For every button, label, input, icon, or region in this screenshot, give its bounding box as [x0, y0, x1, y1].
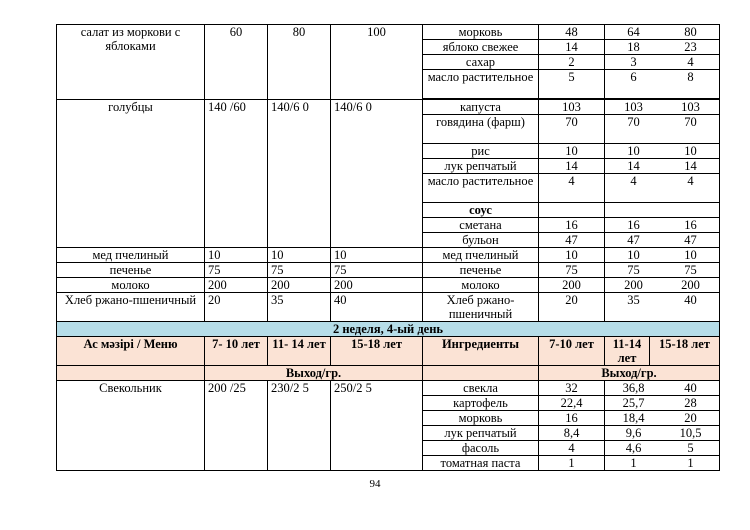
yield-header: Выход/гр.	[539, 366, 720, 381]
table-row	[57, 381, 720, 396]
yield-7-10: 140 /60	[205, 100, 268, 248]
yield-15-18: 100	[331, 25, 423, 100]
yield-15-18: 10	[331, 248, 423, 263]
amount-7-10: 70	[539, 115, 605, 144]
amount-7-10: 47	[539, 233, 605, 248]
amount-11-14: 4,6	[625, 441, 642, 455]
ingredient-name: масло растительное	[423, 174, 539, 203]
yield-11-14: 230/2 5	[268, 381, 331, 471]
yield-7-10: 20	[205, 293, 268, 322]
amount-7-10: 10	[539, 248, 605, 263]
amount-15-18: 103	[681, 100, 700, 114]
ingredient-name: яблоко свежее	[423, 40, 539, 55]
yield-15-18: 250/2 5	[331, 381, 423, 471]
yield-11-14: 35	[268, 293, 331, 322]
table-row	[57, 263, 720, 278]
amount-7-10: 22,4	[539, 396, 605, 411]
amount-11-14: 10	[627, 144, 640, 158]
amount-15-18: 40	[684, 381, 697, 395]
ingredient-name: свекла	[423, 381, 539, 396]
table-row	[57, 322, 720, 337]
yield-7-10: 75	[205, 263, 268, 278]
ingredient-name: масло растительное	[423, 70, 539, 99]
ingredient-name: Хлеб ржано-пшеничный	[423, 293, 539, 322]
amount-7-10: 4	[539, 441, 605, 456]
ingredient-age-header-7-10: 7-10 лет	[539, 337, 605, 366]
day-band: 2 неделя, 4-ый день	[57, 322, 720, 337]
amount-11-14: 14	[627, 159, 640, 173]
yield-11-14: 75	[268, 263, 331, 278]
amount-15-18: 20	[684, 411, 697, 425]
amount-11-14: 18	[627, 40, 640, 54]
yield-7-10: 60	[205, 25, 268, 100]
amount-11-14: 9,6	[625, 426, 642, 440]
amount-15-18: 47	[684, 233, 697, 247]
sauce-label: соус	[423, 203, 539, 218]
amount-11-14: 75	[627, 263, 640, 277]
amount-15-18: 4	[687, 55, 694, 69]
amount-15-18: 5	[687, 441, 694, 455]
dish-name: голубцы	[57, 100, 205, 248]
table-row	[57, 100, 720, 115]
yield-11-14: 10	[268, 248, 331, 263]
ingredient-name: морковь	[423, 25, 539, 40]
amount-11-14: 18,4	[622, 411, 645, 425]
amount-7-10: 75	[539, 263, 605, 278]
yield-15-18: 140/6 0	[331, 100, 423, 248]
amount-7-10: 48	[539, 25, 605, 40]
ingredient-name: лук репчатый	[423, 159, 539, 174]
amount-11-14: 4	[630, 174, 637, 188]
age-header-7-10: 7- 10 лет	[205, 337, 268, 366]
ingredient-name: картофель	[423, 396, 539, 411]
yield-11-14: 140/6 0	[268, 100, 331, 248]
amount-11-14: 64	[627, 25, 640, 39]
amount-15-18: 70	[684, 115, 697, 129]
amount-15-18: 10	[684, 248, 697, 262]
amount-7-10: 103	[539, 100, 605, 115]
table-row	[57, 293, 720, 322]
amount-7-10: 14	[539, 159, 605, 174]
amount-7-10: 2	[539, 55, 605, 70]
amount-7-10: 10	[539, 144, 605, 159]
amount-7-10: 16	[539, 411, 605, 426]
yield-7-10: 200	[205, 278, 268, 293]
amount-7-10: 16	[539, 218, 605, 233]
ingredients-header: Ингредиенты	[423, 337, 539, 366]
table-row	[57, 248, 720, 263]
amount-11-14: 3	[630, 55, 637, 69]
amount-11-14: 35	[627, 293, 640, 307]
ingredient-name: сметана	[423, 218, 539, 233]
amount-11-14: 47	[627, 233, 640, 247]
ingredient-name: мед пчелиный	[423, 248, 539, 263]
ingredient-name: сахар	[423, 55, 539, 70]
ingredient-name: капуста	[423, 100, 539, 115]
yield-11-14: 200	[268, 278, 331, 293]
amount-7-10: 1	[539, 456, 605, 471]
ingredient-name: молоко	[423, 278, 539, 293]
dish-name: молоко	[57, 278, 205, 293]
amount-15-18: 200	[681, 278, 700, 292]
amount-15-18: 16	[684, 218, 697, 232]
amount-7-10: 8,4	[539, 426, 605, 441]
table-row	[57, 25, 720, 40]
amount-7-10: 200	[539, 278, 605, 293]
amount-15-18: 75	[684, 263, 697, 277]
dish-name: салат из моркови с яблоками	[57, 25, 205, 100]
ingredient-name: морковь	[423, 411, 539, 426]
ingredient-name: печенье	[423, 263, 539, 278]
ingredient-age-header-11-14: 11-14 лет	[605, 337, 650, 366]
amount-11-14: 200	[624, 278, 643, 292]
amount-15-18: 14	[684, 159, 697, 173]
amount-15-18: 10	[684, 144, 697, 158]
age-header-11-14: 11- 14 лет	[268, 337, 331, 366]
ingredient-age-header-15-18: 15-18 лет	[650, 337, 720, 366]
amount-11-14: 36,8	[622, 381, 645, 395]
amount-11-14: 1	[630, 456, 637, 470]
table-row	[57, 366, 720, 381]
yield-15-18: 75	[331, 263, 423, 278]
amount-11-14: 70	[627, 115, 640, 129]
amount-15-18: 80	[684, 25, 697, 39]
menu-table-container	[56, 24, 719, 471]
yield-7-10: 200 /25	[205, 381, 268, 471]
menu-header: Ас мәзірі / Меню	[57, 337, 205, 366]
amount-15-18: 8	[687, 70, 694, 84]
yield-15-18: 200	[331, 278, 423, 293]
age-header-15-18: 15-18 лет	[331, 337, 423, 366]
dish-name: Хлеб ржано-пшеничный	[57, 293, 205, 322]
amount-7-10: 32	[539, 381, 605, 396]
amount-11-14: 6	[630, 70, 637, 84]
amount-7-10: 5	[539, 70, 605, 99]
amount-15-18: 10,5	[679, 426, 702, 440]
dish-name: печенье	[57, 263, 205, 278]
menu-table	[56, 24, 720, 471]
yield-11-14: 80	[268, 25, 331, 100]
table-row	[57, 278, 720, 293]
amount-7-10: 14	[539, 40, 605, 55]
yield-header: Выход/гр.	[205, 366, 423, 381]
amount-7-10: 20	[539, 293, 605, 322]
dish-name: мед пчелиный	[57, 248, 205, 263]
dish-name: Свекольник	[57, 381, 205, 471]
amount-15-18: 40	[684, 293, 697, 307]
ingredient-name: говядина (фарш)	[423, 115, 539, 144]
amount-15-18: 1	[687, 456, 694, 470]
ingredient-name: бульон	[423, 233, 539, 248]
amount-15-18: 4	[687, 174, 694, 188]
table-row	[57, 337, 720, 366]
amount-15-18: 28	[684, 396, 697, 410]
amount-11-14: 16	[627, 218, 640, 232]
ingredient-name: лук репчатый	[423, 426, 539, 441]
page-number: 94	[369, 478, 381, 490]
ingredient-name: фасоль	[423, 441, 539, 456]
ingredient-name: томатная паста	[423, 456, 539, 471]
amount-11-14: 10	[627, 248, 640, 262]
amount-11-14: 103	[624, 100, 643, 114]
amount-15-18: 23	[684, 40, 697, 54]
ingredient-name: рис	[423, 144, 539, 159]
amount-11-14: 25,7	[622, 396, 645, 410]
amount-7-10: 4	[539, 174, 605, 203]
yield-7-10: 10	[205, 248, 268, 263]
yield-15-18: 40	[331, 293, 423, 322]
